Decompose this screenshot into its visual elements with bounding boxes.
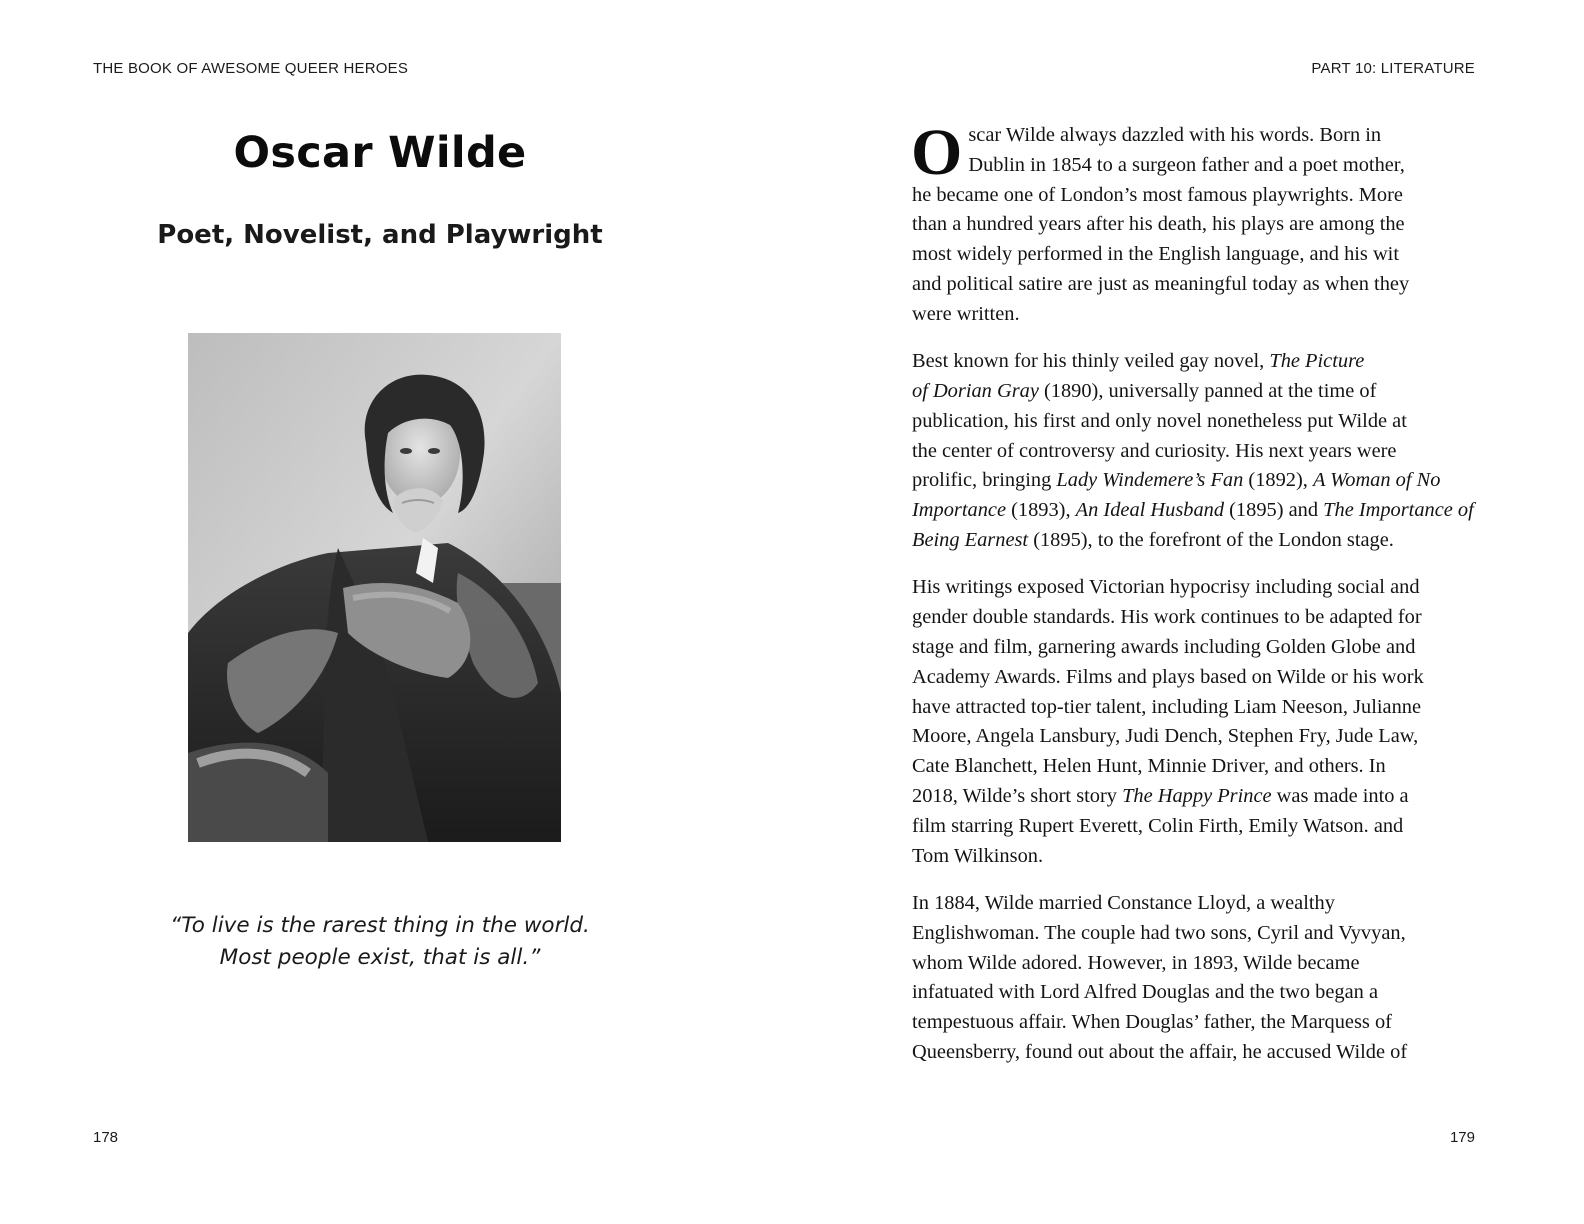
text-line: most widely performed in the English language, and his wit: [912, 243, 1400, 266]
text-line: have attracted top-tier talent, including Liam Neeson, Julianne: [912, 695, 1422, 718]
text-line: Dublin in 1854 to a surgeon father and a poet mother,: [968, 153, 1405, 176]
left-page: [93, 0, 667, 1224]
text-line: stage and film, garnering awards including Golden Globe and: [912, 635, 1416, 658]
quote-line: “To live is the rarest thing in the world.: [170, 913, 590, 938]
text-line: Queensberry, found out about the affair, he accused Wilde of: [912, 1040, 1408, 1063]
paragraph-dorian-gray: [912, 347, 1478, 556]
text-line: gender double standards. His work continues to be adapted for: [912, 606, 1422, 629]
play-title: A Woman of No: [1312, 469, 1441, 492]
text-line: In 1884, Wilde married Constance Lloyd, a wealthy: [912, 891, 1335, 914]
story-title: The Happy Prince: [1122, 784, 1272, 807]
play-title: An Ideal Husband: [1075, 499, 1225, 522]
text-line: Moore, Angela Lansbury, Judi Dench, Stephen Fry, Jude Law,: [912, 725, 1419, 748]
text-line: Best known for his thinly veiled gay novel, The Picture: [912, 350, 1365, 373]
text-line: whom Wilde adored. However, in 1893, Wilde became: [912, 951, 1360, 974]
paragraph-intro: [911, 116, 1478, 330]
text-line: Cate Blanchett, Helen Hunt, Minnie Driver, and others. In: [912, 755, 1386, 778]
text-line: His writings exposed Victorian hypocrisy including social and: [912, 576, 1420, 599]
text-line: 2018, Wilde’s short story The Happy Prince was made into a: [912, 784, 1409, 807]
text-line: the center of controversy and curiosity. His next years were: [912, 439, 1397, 462]
book-title: of Dorian Gray: [912, 379, 1039, 402]
play-title: The Importance of: [1323, 499, 1474, 522]
text-line: scar Wilde always dazzled with his words. Born in: [968, 124, 1382, 146]
play-title: Lady Windemere’s Fan: [1056, 469, 1244, 492]
text-line: Being Earnest (1895), to the forefront of the London stage.: [912, 528, 1394, 551]
text-line: infatuated with Lord Alfred Douglas and the two began a: [912, 981, 1379, 1004]
text-line: Importance (1893), An Ideal Husband (1895) and The Importance of: [912, 499, 1474, 522]
text-line: were written.: [912, 302, 1020, 325]
page-subtitle: Poet, Novelist, and Playwright: [157, 220, 603, 250]
text-line: film starring Rupert Everett, Colin Firth, Emily Watson. and: [912, 814, 1404, 837]
text-line: of Dorian Gray (1890), universally panned at the time of: [912, 379, 1377, 402]
portrait-photo: [188, 333, 561, 842]
play-title: Importance: [912, 499, 1006, 522]
text-line: and political satire are just as meaningful today as when they: [912, 272, 1410, 295]
text-line: Tom Wilkinson.: [912, 844, 1044, 867]
text-line: tempestuous affair. When Douglas’ father, the Marquess of: [912, 1011, 1392, 1034]
paragraph-legacy: [912, 573, 1478, 871]
text-line: prolific, bringing Lady Windemere’s Fan (1892), A Woman of No: [912, 469, 1441, 492]
quote-line: Most people exist, that is all.”: [219, 945, 541, 970]
running-head-section: PART 10: LITERATURE: [1311, 60, 1475, 77]
pull-quote: [93, 910, 667, 974]
portrait-illustration: [188, 333, 561, 842]
running-head-book-title: THE BOOK OF AWESOME QUEER HEROES: [93, 60, 409, 77]
text-line: Englishwoman. The couple had two sons, Cyril and Vyvyan,: [912, 921, 1406, 944]
paragraph-marriage: [912, 889, 1478, 1068]
text-line: publication, his first and only novel nonetheless put Wilde at: [912, 409, 1407, 432]
text-line: he became one of London’s most famous playwrights. More: [912, 183, 1403, 206]
page-title: Oscar Wilde: [233, 128, 527, 178]
text-line: than a hundred years after his death, his plays are among the: [912, 213, 1405, 236]
text-line: Academy Awards. Films and plays based on Wilde or his work: [912, 665, 1424, 688]
right-page-body: [911, 116, 1478, 1085]
page-number-right: 179: [1449, 1129, 1475, 1146]
drop-cap: O: [911, 116, 963, 189]
play-title: Being Earnest: [912, 528, 1029, 551]
page-number-left: 178: [93, 1129, 119, 1146]
book-title: The Picture: [1269, 350, 1365, 373]
